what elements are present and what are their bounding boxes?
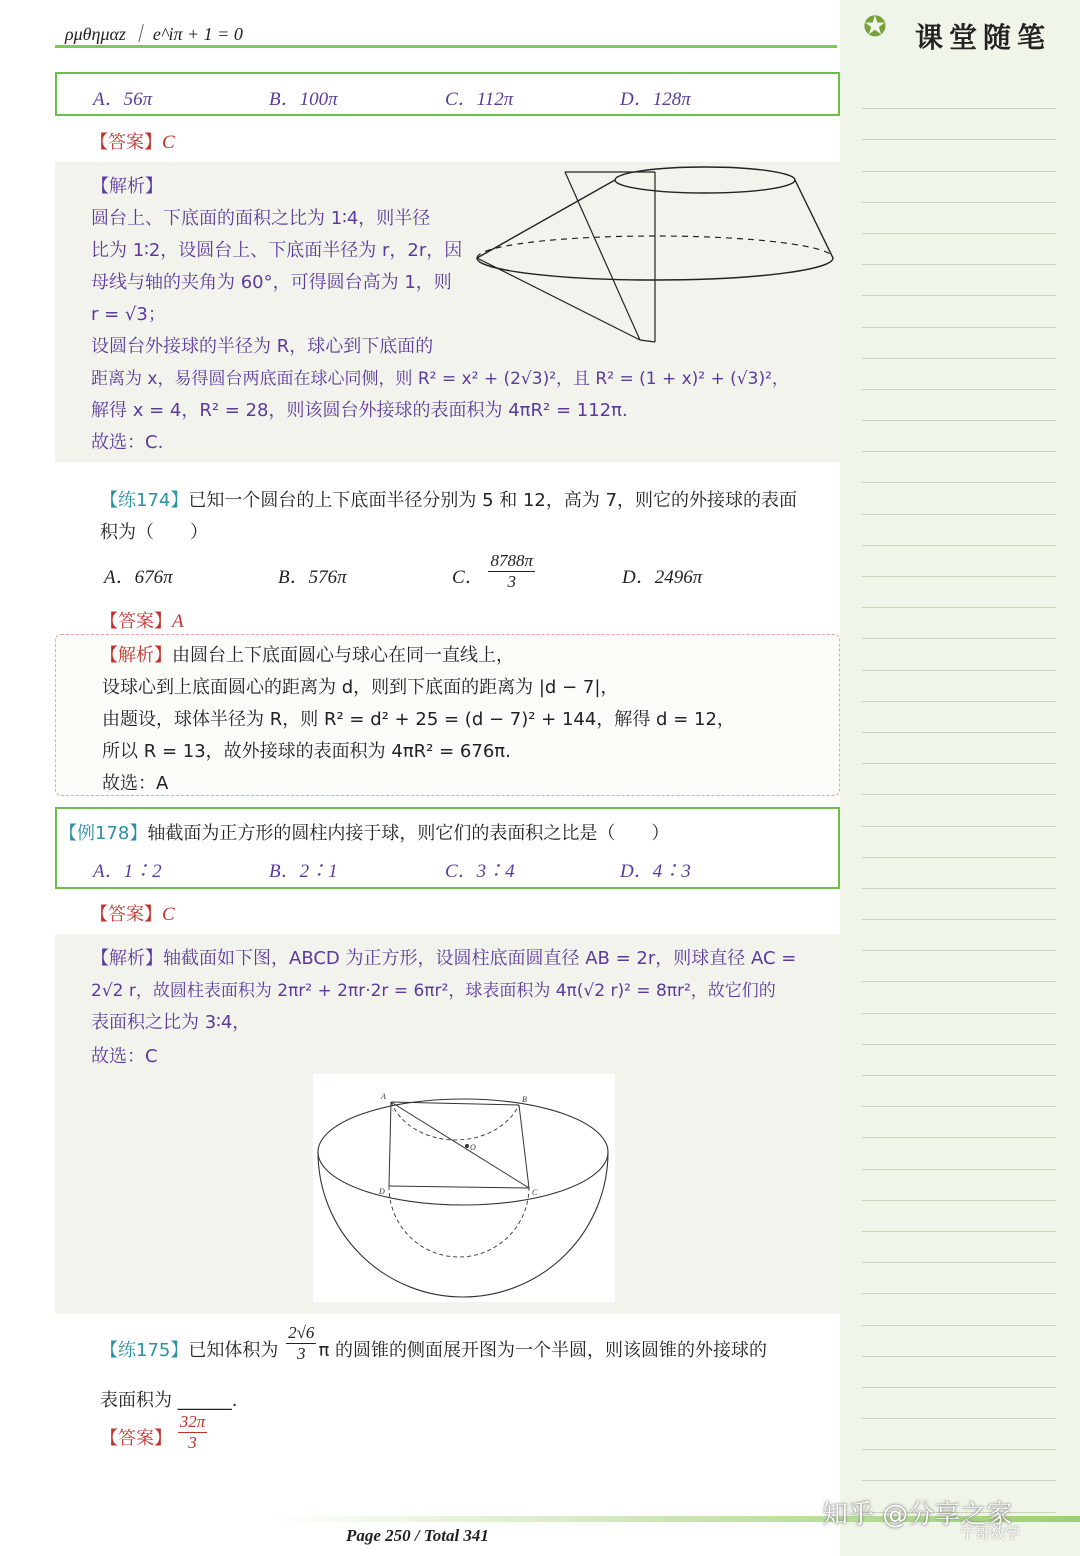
q1-option-c[interactable]: C．112π <box>445 89 514 110</box>
q1-explain-line-3: 母线与轴的夹角为 60°，可得圆台高为 1，则 <box>91 272 452 293</box>
q178-option-b[interactable]: B．2∶1 <box>269 861 338 882</box>
q174-option-c[interactable]: C． $\frac{8788\pi}{3}$ <box>452 551 533 592</box>
q175-answer: 【答案】 $\frac{32\pi}{3}$ <box>100 1411 206 1452</box>
header-formula: ρμθημαz ｜ e^iπ + 1 = 0 <box>65 24 243 44</box>
q174-explain-line-5: 故选：A <box>102 773 169 794</box>
q1-answer: 【答案】C <box>90 132 175 153</box>
q178-question-box <box>55 807 840 889</box>
q174-option-d[interactable]: D．2496π <box>622 567 703 588</box>
q1-explain-line-8: 故选：C. <box>91 432 164 453</box>
q1-explain-tag: 【解析】 <box>91 176 163 197</box>
q1-explain-line-4: r = √3； <box>91 304 166 325</box>
q1-option-a[interactable]: A．56π <box>93 89 153 110</box>
q178-explain-line-3: 表面积之比为 3∶4， <box>91 1012 251 1033</box>
notes-sidebar <box>840 0 1080 1556</box>
q1-explain-line-6: 距离为 x，易得圆台两底面在球心同侧，则 R² = x² + (2√3)²，且 R² = (1 + x)² + (√3)²， <box>91 369 789 389</box>
figure-label-c: C <box>532 1188 538 1197</box>
q174-option-b[interactable]: B．576π <box>278 567 347 588</box>
q174-answer: 【答案】A <box>100 611 184 632</box>
q1-options-box <box>55 72 840 116</box>
figure-label-a: A <box>381 1092 386 1101</box>
q174-explain-line-1: 【解析】由圆台上下底面圆心与球心在同一直线上， <box>100 645 514 666</box>
q1-explain-line-2: 比为 1∶2，设圆台上、下底面半径为 r，2r，因 <box>91 240 463 261</box>
q174-explain-line-2: 设球心到上底面圆心的距离为 d，则到下底面的距离为 |d − 7|， <box>102 677 619 698</box>
sphere-cylinder-figure <box>313 1074 615 1302</box>
q1-explain-line-1: 圆台上、下底面的面积之比为 1∶4，则半径 <box>91 208 431 229</box>
q1-option-b[interactable]: B．100π <box>269 89 338 110</box>
q175-stem-line-2: 表面积为 ______. <box>100 1390 238 1411</box>
q174-explanation-panel <box>55 634 840 796</box>
q178-option-d[interactable]: D．4∶3 <box>620 861 691 882</box>
q174-explain-line-3: 由题设，球体半径为 R，则 R² = d² + 25 = (d − 7)² + 144，解得 d = 12， <box>102 709 735 730</box>
figure-label-o: O <box>470 1143 476 1152</box>
figure-label-b: B <box>522 1095 527 1104</box>
q1-option-d[interactable]: D．128π <box>620 89 691 110</box>
notes-ruled-lines <box>862 78 1056 1513</box>
star-emblem-icon: ✪ <box>863 10 887 43</box>
zhihu-watermark: 知乎 @分享之家 <box>822 1500 1013 1530</box>
q175-stem-line-1: 【练175】已知体积为 $\frac{2√6}{3}$ π 的圆锥的侧面展开图为一个半圆，则该圆锥的外接球的 <box>100 1322 767 1363</box>
q178-explain-line-4: 故选：C <box>91 1046 158 1067</box>
q174-stem-line-2: 积为（ ） <box>100 522 208 543</box>
q178-option-c[interactable]: C．3∶4 <box>445 861 515 882</box>
q178-explain-line-1: 【解析】轴截面如下图，ABCD 为正方形，设圆柱底面圆直径 AB = 2r，则球直径 AC = <box>91 948 797 969</box>
notes-title: 课堂随笔 <box>915 21 1052 54</box>
q174-explain-line-4: 所以 R = 13，故外接球的表面积为 4πR² = 676π. <box>102 741 511 762</box>
figure-label-d: D <box>379 1187 385 1196</box>
page-number: Page 250 / Total 341 <box>346 1526 489 1545</box>
q178-explanation-panel <box>55 934 840 1314</box>
q174-stem-line-1: 【练174】已知一个圆台的上下底面半径分别为 5 和 12，高为 7，则它的外接球的表面 <box>100 490 798 511</box>
q1-explanation-panel <box>55 162 840 462</box>
q174-option-a[interactable]: A．676π <box>104 567 173 588</box>
page-header <box>55 18 837 48</box>
q178-stem: 【例178】轴截面为正方形的圆柱内接于球，则它们的表面积之比是（ ） <box>59 823 670 844</box>
q178-answer: 【答案】C <box>90 904 175 925</box>
q178-explain-line-2: 2√2 r，故圆柱表面积为 2πr² + 2πr·2r = 6πr²，球表面积为 4π(√2 r)² = 8πr²，故它们的 <box>91 981 776 1001</box>
q1-explain-line-5: 设圆台外接球的半径为 R，球心到下底面的 <box>91 336 434 357</box>
q1-explain-line-7: 解得 x = 4，R² = 28，则该圆台外接球的表面积为 4πR² = 112π. <box>91 400 628 421</box>
watermark-sub: 宁哥数学 <box>960 1524 1021 1542</box>
frustum-figure <box>475 162 840 362</box>
q178-option-a[interactable]: A．1∶2 <box>93 861 162 882</box>
